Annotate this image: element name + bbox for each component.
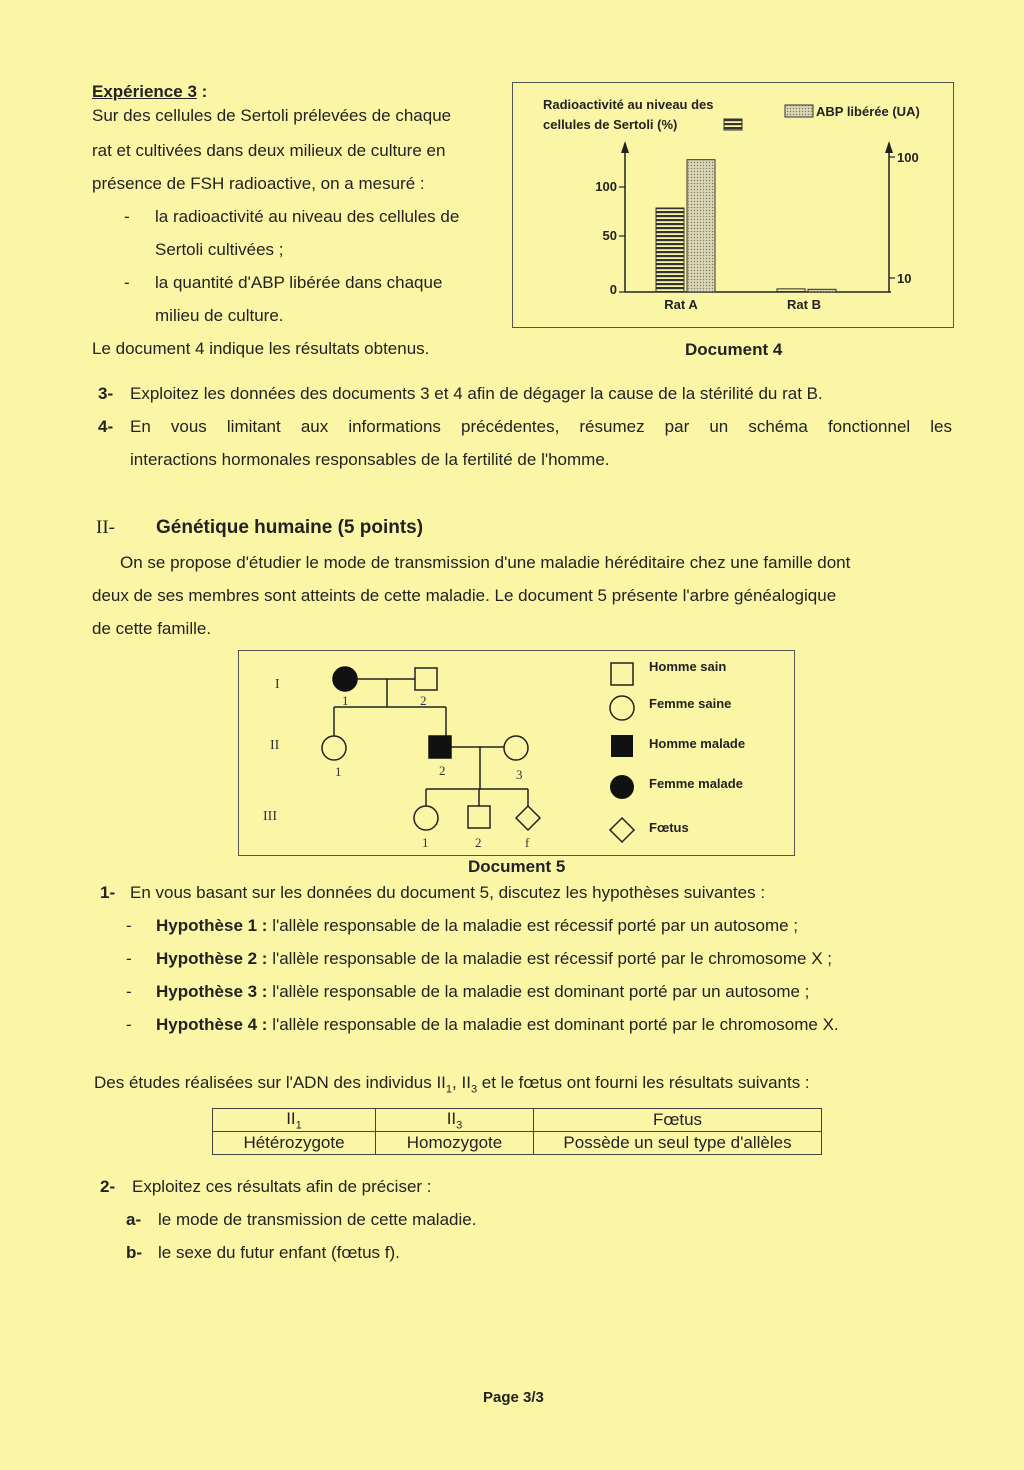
hypothesis-text: l'allèle responsable de la maladie est récessif porté par le chromosome X ; (267, 949, 833, 968)
right-tick-label-100: 100 (897, 150, 919, 165)
label-i1: 1 (342, 693, 349, 708)
hypothesis-1: - Hypothèse 1 : l'allèle responsable de la maladie est récessif porté par un autosome ; (126, 916, 799, 935)
left-tick-label-50: 50 (602, 228, 617, 243)
question-4-line1: En vous limitant aux informations précédentes, résumez par un schéma fonctionnel les (130, 417, 952, 436)
legend-swatch-abp (785, 105, 813, 117)
legend-healthy-male: Homme sain (649, 659, 727, 674)
bar-rat-b-radioactivity (777, 289, 805, 292)
individual-iii1-healthy-female (414, 806, 438, 830)
left-axis-title-line2: cellules de Sertoli (%) (543, 117, 678, 132)
hypothesis-3: - Hypothèse 3 : l'allèle responsable de la maladie est dominant porté par un autosome ; (126, 982, 810, 1001)
legend-fetus-symbol (610, 818, 634, 842)
part2-heading: II- Génétique humaine (5 points) (96, 517, 424, 538)
left-axis-arrow (621, 141, 629, 153)
page-number: Page 3/3 (483, 1389, 544, 1406)
bar-rat-a-abp (687, 160, 715, 292)
hypothesis-label: Hypothèse 4 : (156, 1015, 268, 1034)
hypothesis-label: Hypothèse 3 : (156, 982, 268, 1001)
right-tick-label-10: 10 (897, 271, 912, 286)
questions-part2: 1- En vous basant sur les données du document 5, discutez les hypothèses suivantes : - Hypothèse 1 : l'allèle responsable de la maladie est récessif porté par un autosome ; - Hypothèse 2 : l'allèle responsable de la maladie est récessif porté par le chromosome X ; - Hypothèse 3 : l'allèle responsable de la maladie est dominant porté par un autosome ; - Hypothèse 4 : l'allèle responsable de la maladie est dominant porté par le chromosome X. (100, 876, 960, 1041)
label-i2: 2 (420, 693, 427, 708)
legend-fetus: Fœtus (649, 820, 689, 835)
document4-caption: Document 4 (685, 340, 783, 359)
hypotheses-list (100, 909, 960, 1041)
right-axis-arrow (885, 141, 893, 153)
legend-affected-male: Homme malade (649, 736, 746, 751)
question-2b: le sexe du futur enfant (fœtus f). (158, 1243, 400, 1262)
left-tick-label-0: 0 (609, 282, 617, 297)
exp3-bullet1b: Sertoli cultivées ; (155, 240, 284, 259)
legend-affected-female: Femme malade (649, 776, 743, 791)
document5-figure (238, 650, 795, 856)
individual-iiif-fetus (516, 806, 540, 830)
category-label-rat-a: Rat A (664, 297, 698, 312)
cell-ii1: Hétérozygote (213, 1132, 376, 1155)
document4-figure (512, 82, 954, 328)
table-row (213, 1132, 822, 1155)
question-4-line2: interactions hormonales responsables de la fertilité de l'homme. (130, 450, 610, 469)
hypothesis-label: Hypothèse 1 : (156, 916, 268, 935)
questions-part1: 3- Exploitez les données des documents 3 et 4 afin de dégager la cause de la stérilité du rat B. 4- En vous limitant aux informations précédentes, résumez par un schéma fonctionnel les interactions hormonales responsables de la fertilité de l'homme. (98, 377, 958, 476)
exp3-bullet1a: la radioactivité au niveau des cellules de (155, 207, 460, 226)
question-2: Exploitez ces résultats afin de préciser : (132, 1177, 432, 1196)
document5-caption: Document 5 (468, 857, 566, 876)
hypothesis-text: l'allèle responsable de la maladie est dominant porté par le chromosome X. (267, 1015, 839, 1034)
legend-swatch-radioactivity (724, 119, 742, 130)
bar-rat-b-abp (808, 289, 836, 292)
part2-intro-line3: de cette famille. (92, 619, 212, 638)
dna-results-table (212, 1108, 822, 1155)
legend-healthy-female-symbol (610, 696, 634, 720)
document4-chart (513, 83, 953, 327)
legend-affected-female-symbol (610, 775, 634, 799)
category-label-rat-b: Rat B (787, 297, 821, 312)
legend-affected-male-symbol (611, 735, 633, 757)
left-axis-title-line1: Radioactivité au niveau des (543, 97, 714, 112)
dna-intro: Des études réalisées sur l'ADN des individus $II_1$, $II_3$ et le fœtus ont fourni les résultats suivants : (94, 1073, 810, 1096)
hypothesis-label: Hypothèse 2 : (156, 949, 268, 968)
pedigree-tree (239, 651, 794, 855)
bar-rat-a-radioactivity (656, 208, 684, 292)
exp3-bullet2b: milieu de culture. (155, 306, 284, 325)
question-2-block: 2- Exploitez ces résultats afin de préciser : a- le mode de transmission de cette maladie. b- le sexe du futur enfant (fœtus f). (100, 1177, 477, 1262)
generation-label-iii: III (263, 809, 277, 824)
label-ii3: 3 (516, 767, 523, 782)
cell-fetus: Possède un seul type d'allèles (534, 1132, 822, 1155)
label-ii1: 1 (335, 764, 342, 779)
individual-ii2-affected-male (429, 736, 451, 758)
label-ii2: 2 (439, 763, 446, 778)
question-2a: le mode de transmission de cette maladie. (158, 1210, 477, 1229)
label-iii2: 2 (475, 835, 482, 850)
question-1: En vous basant sur les données du document 5, discutez les hypothèses suivantes : (130, 883, 766, 902)
exp3-line3: présence de FSH radioactive, on a mesuré : (92, 174, 425, 193)
hypothesis-text: l'allèle responsable de la maladie est récessif porté par un autosome ; (267, 916, 799, 935)
individual-ii3-healthy-female (504, 736, 528, 760)
individual-i2-healthy-male (415, 668, 437, 690)
experience3-title: Expérience 3 (92, 82, 197, 101)
hypothesis-4: - Hypothèse 4 : l'allèle responsable de la maladie est dominant porté par le chromosome X. (126, 1015, 839, 1034)
header-ii3: $II_3$ (376, 1109, 534, 1132)
individual-ii1-healthy-female (322, 736, 346, 760)
experience3-block: Expérience 3 : Sur des cellules de Sertoli prélevées de chaque rat et cultivées dans deux milieux de culture en présence de FSH radioactive, on a mesuré : - la radioactivité au niveau des cellules de Sertoli cultivées ; - la quantité d'ABP libérée dans chaque milieu de culture. Le document 4 indique les résultats obtenus. (92, 80, 512, 365)
label-iii1: 1 (422, 835, 429, 850)
header-ii1: $II_1$ (213, 1109, 376, 1132)
part2-title: Génétique humaine (5 points) (156, 517, 424, 538)
exp3-line2: rat et cultivées dans deux milieux de culture en (92, 141, 446, 160)
label-iiif: f (525, 835, 530, 850)
part2-intro-line1: On se propose d'étudier le mode de transmission d'une maladie héréditaire chez une famille dont (120, 553, 851, 572)
generation-label-i: I (275, 677, 280, 692)
individual-iii2-healthy-male (468, 806, 490, 828)
exp3-line1: Sur des cellules de Sertoli prélevées de chaque (92, 106, 452, 125)
part2-intro-line2: deux de ses membres sont atteints de cette maladie. Le document 5 présente l'arbre généalogique (92, 586, 837, 605)
question-3: Exploitez les données des documents 3 et 4 afin de dégager la cause de la stérilité du rat B. (130, 384, 823, 403)
table-row (213, 1109, 822, 1132)
legend-healthy-male-symbol (611, 663, 633, 685)
hypothesis-2: - Hypothèse 2 : l'allèle responsable de la maladie est récessif porté par le chromosome X ; (126, 949, 833, 968)
header-fetus: Fœtus (534, 1109, 822, 1132)
generation-label-ii: II (270, 738, 280, 753)
individual-i1-affected-female (333, 667, 357, 691)
right-axis-title: ABP libérée (UA) (816, 104, 920, 119)
hypothesis-text: l'allèle responsable de la maladie est dominant porté par un autosome ; (267, 982, 810, 1001)
exp3-conclusion: Le document 4 indique les résultats obtenus. (92, 339, 430, 358)
legend-healthy-female: Femme saine (649, 696, 732, 711)
exp3-bullet2a: la quantité d'ABP libérée dans chaque (155, 273, 443, 292)
cell-ii3: Homozygote (376, 1132, 534, 1155)
part2-intro (92, 546, 952, 645)
left-tick-label-100: 100 (595, 179, 617, 194)
